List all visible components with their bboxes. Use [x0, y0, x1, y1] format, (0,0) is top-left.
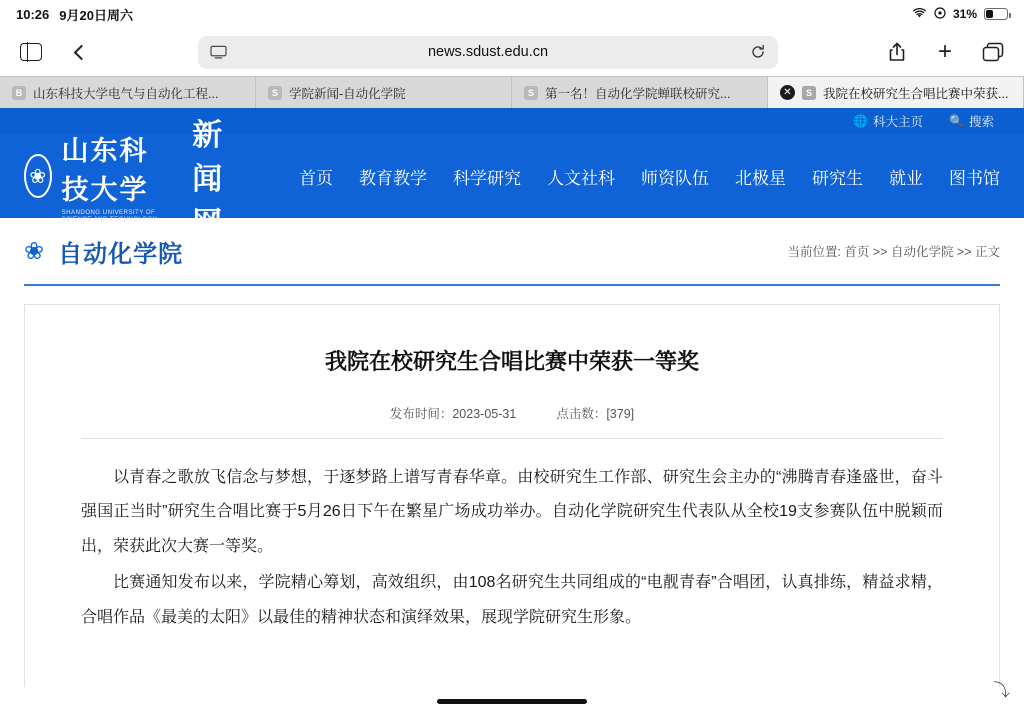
home-indicator — [437, 699, 587, 704]
tab-label: 山东科技大学电气与自动化工程... — [33, 86, 219, 101]
status-time: 10:26 — [16, 6, 50, 22]
status-bar — [0, 0, 1024, 28]
browser-tab[interactable] — [256, 77, 512, 108]
back-button[interactable] — [62, 37, 96, 67]
article-meta — [25, 404, 999, 422]
tab-favicon: S — [524, 86, 538, 100]
nav-item-humanities[interactable]: 人文社科 — [547, 168, 615, 188]
globe-icon: 🌐 — [853, 114, 869, 128]
search-icon: 🔍 — [949, 114, 964, 128]
publish-date-value: 2023-05-31 — [452, 407, 517, 421]
tabs-overview-icon[interactable] — [976, 37, 1010, 67]
hit-count — [556, 404, 634, 422]
nav-item-education[interactable]: 教育教学 — [359, 168, 427, 188]
url-text: news.sdust.edu.cn — [427, 44, 549, 60]
scroll-indicator-icon: ⤵ — [993, 681, 1010, 700]
university-seal-icon: ❀ — [24, 154, 52, 198]
article-paragraph: 比赛通知发布以来，学院精心筹划，高效组织，由108名研究生共同组成的“电靓青春”合唱团，认真排练，精益求精，合唱作品《最美的太阳》以最佳的精神状态和演绎效果，展现学院研究生形象。 — [81, 574, 943, 626]
article-paragraph: 以青春之歌放飞信念与梦想，于逐梦路上谱写青春华章。由校研究生工作部、研究生会主办的“沸腾青春逢盛世，奋斗强国正当时”研究生合唱比赛于5月26日下午在繁星广场成功举办。自动化学院研究生代表队从全校19支参赛队伍中脱颖而出，荣获此次大赛一等奖。 — [81, 469, 943, 555]
nav-item-library[interactable]: 图书馆 — [949, 168, 1000, 188]
tab-favicon: S — [268, 86, 282, 100]
publish-date-label: 发布时间： — [389, 407, 453, 421]
status-right — [912, 7, 1008, 22]
tab-label: 学院新闻-自动化学院 — [289, 86, 406, 101]
tab-label: 我院在校研究生合唱比赛中荣获... — [823, 86, 1009, 101]
publish-date — [390, 404, 516, 422]
article-card — [24, 304, 1000, 711]
sidebar-toggle-button[interactable] — [14, 37, 48, 67]
college-logo-icon: ❀ — [24, 237, 45, 265]
battery-icon — [984, 8, 1008, 20]
browser-tab-active[interactable] — [768, 77, 1024, 108]
nav-item-home[interactable]: 首页 — [299, 168, 333, 188]
page-title: 我院在校研究生合唱比赛中荣获一等奖 — [324, 349, 699, 374]
browser-toolbar — [0, 28, 1024, 76]
breadcrumb: 当前位置: 首页 >> 自动化学院 >> 正文 — [787, 245, 1000, 259]
wifi-icon — [912, 7, 927, 22]
tab-favicon: S — [802, 86, 816, 100]
status-date: 9月20日周六 — [59, 7, 133, 23]
reader-view-icon[interactable] — [210, 45, 227, 60]
nav-item-faculty[interactable]: 师资队伍 — [641, 168, 709, 188]
site-search-link[interactable] — [949, 112, 994, 130]
site-name: 新闻网 — [192, 119, 224, 240]
divider — [24, 284, 1000, 286]
share-icon[interactable] — [880, 37, 914, 67]
tab-label: 第一名！自动化学院蝉联校研究... — [545, 86, 731, 101]
university-name-cn: 山东科技大学 — [61, 136, 149, 205]
reload-icon[interactable] — [750, 44, 766, 60]
hit-count-value: [379] — [606, 407, 635, 421]
college-name: 自动化学院 — [58, 240, 184, 268]
nav-item-graduate[interactable]: 研究生 — [812, 168, 863, 188]
nav-item-polaris[interactable]: 北极星 — [735, 168, 786, 188]
web-page — [0, 108, 1024, 711]
university-name-en: SHANDONG UNIVERSITY OF SCIENCE AND TECHNOLOGY — [61, 209, 158, 223]
site-logo[interactable] — [24, 110, 247, 242]
battery-percent: 31% — [952, 7, 977, 21]
hit-count-label: 点击数： — [556, 407, 607, 421]
close-tab-icon[interactable]: ✕ — [780, 85, 795, 100]
article-body — [25, 439, 999, 635]
location-icon — [934, 7, 946, 22]
site-nav — [299, 164, 1000, 189]
nav-item-employment[interactable]: 就业 — [889, 168, 923, 188]
site-home-link[interactable] — [853, 112, 923, 130]
address-bar[interactable] — [198, 36, 778, 69]
browser-tab[interactable] — [512, 77, 768, 108]
tab-favicon: B — [12, 86, 26, 100]
status-left — [16, 5, 133, 24]
nav-item-research[interactable]: 科学研究 — [453, 168, 521, 188]
tab-strip — [0, 76, 1024, 108]
site-home-label: 科大主页 — [873, 115, 924, 129]
browser-tab[interactable] — [0, 77, 256, 108]
site-search-label: 搜索 — [968, 115, 994, 129]
new-tab-icon[interactable]: + — [937, 38, 952, 65]
